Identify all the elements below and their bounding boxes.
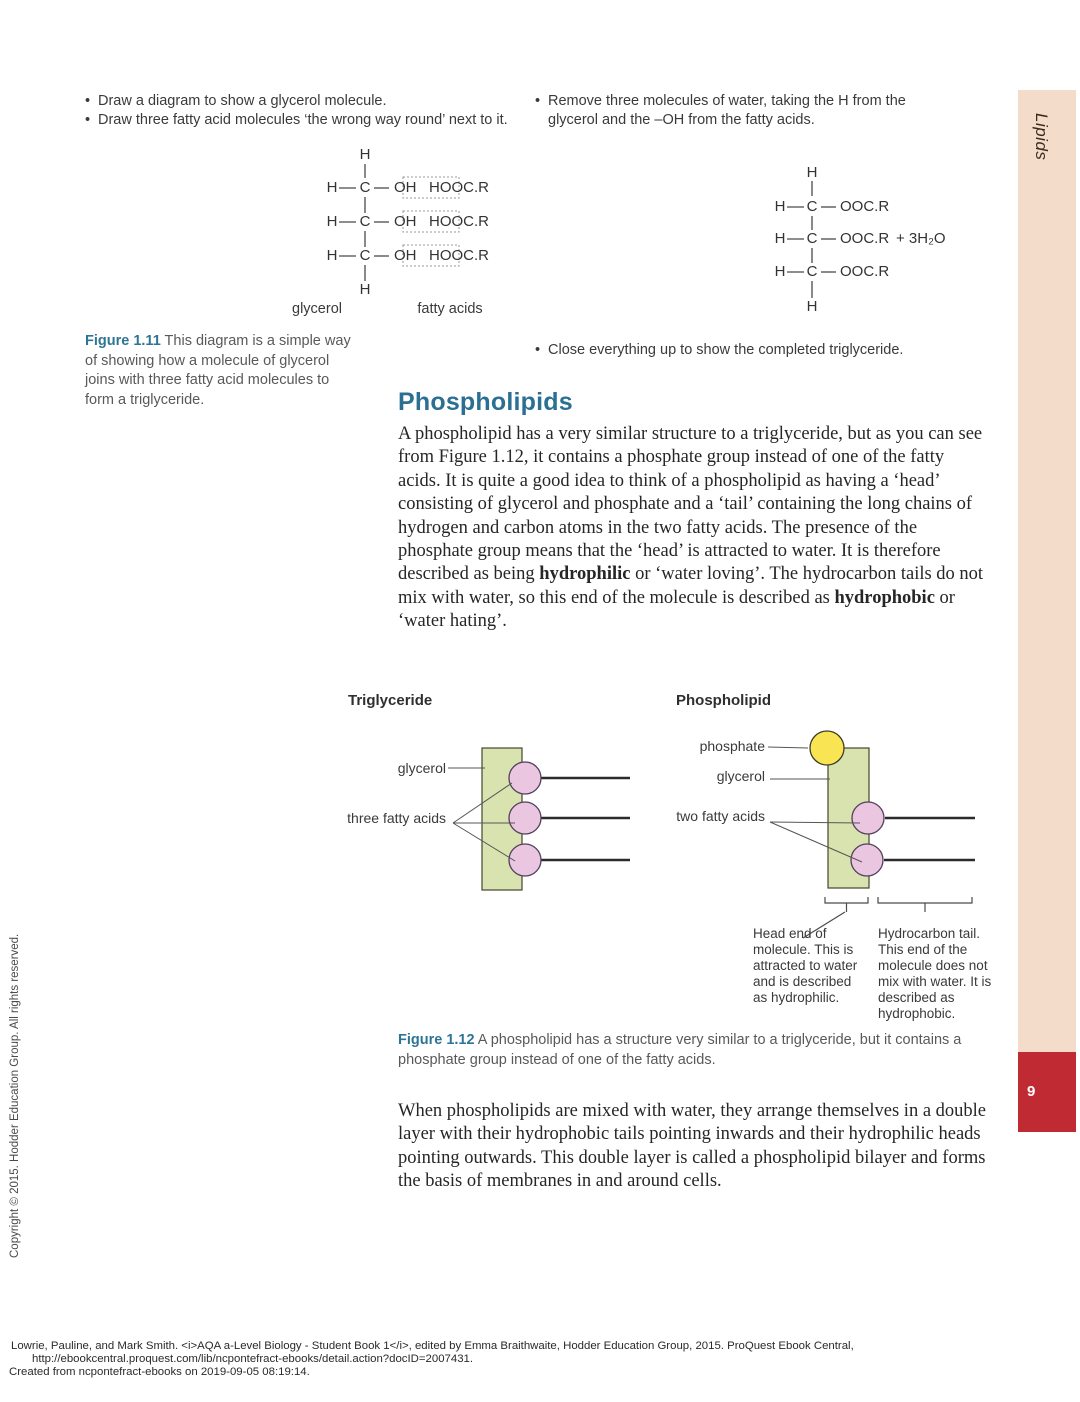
body-paragraph-2: When phospholipids are mixed with water, they arrange themselves in a double layer with their hydrophobic tails pointing inwards and their hydrophilic heads pointing outwards. This double layer is called a phospholipid bilayer and forms the basis of membranes in and around cells.	[398, 1101, 987, 1192]
atom-h: H	[806, 297, 818, 315]
atom-h: H	[326, 246, 338, 264]
body-paragraph-1	[398, 423, 986, 634]
paragraph-text: or ‘water hating’.	[398, 587, 955, 632]
chapter-tab-strip	[1018, 90, 1076, 1052]
citation-line-3: Created from ncpontefract-ebooks on 2019-09-05 08:19:14.	[9, 1366, 310, 1378]
paragraph-text: or ‘water loving’. The hydrocarbon tails do not mix with water, so this end of the molecule is described as	[398, 564, 984, 608]
atom-h: H	[806, 163, 818, 181]
triglyceride-structure	[770, 158, 1020, 328]
hydrocarbon-tail-note: Hydrocarbon tail. This end of the molecule does not mix with water. It is described as hydrophobic.	[878, 926, 992, 1021]
figure-1-12-caption	[398, 1031, 983, 1070]
atom-c: C	[806, 197, 818, 215]
atom-h: H	[774, 197, 786, 215]
atom-c: C	[806, 262, 818, 280]
atom-c: C	[806, 229, 818, 247]
figure-1-11-label: Figure 1.11	[85, 333, 161, 349]
atom-c: C	[359, 212, 371, 230]
copyright-notice: Copyright © 2015. Hodder Education Group. All rights reserved.	[9, 933, 21, 1258]
figure-1-11-text: This diagram is a simple way of showing how a molecule of glycerol joins with three fatty acid molecules to form a triglyceride.	[85, 333, 351, 408]
instruction-list-left	[85, 92, 535, 130]
phospholipid-fatty-acid-tails	[884, 818, 975, 860]
glycerol-label: glycerol	[292, 301, 342, 317]
list-item: • Remove three molecules of water, taking the H from the glycerol and the –OH from the fatty acids.	[535, 92, 950, 130]
glycerol-fatty-acids-structure	[285, 138, 555, 333]
atom-h: H	[326, 178, 338, 196]
keyword-hydrophilic: hydrophilic	[539, 564, 631, 585]
atom-h: H	[774, 262, 786, 280]
group-ooc-r: OOC.R	[840, 262, 890, 280]
phosphate-label: phosphate	[699, 738, 765, 754]
atom-h: H	[359, 145, 371, 163]
list-item: • Draw three fatty acid molecules ‘the wrong way round’ next to it.	[85, 111, 535, 130]
triglyceride-fatty-acid-heads	[509, 762, 541, 876]
figure-1-12-text: A phospholipid has a structure very similar to a triglyceride, but it contains a phosphate group instead of one of the fatty acids.	[398, 1032, 962, 1068]
group-hooc-r: HOOC.R	[429, 178, 489, 196]
group-hooc-r: HOOC.R	[429, 246, 489, 264]
keyword-hydrophobic: hydrophobic	[834, 587, 935, 608]
atom-h: H	[359, 280, 371, 298]
atom-c: C	[359, 178, 371, 196]
atom-h: H	[774, 229, 786, 247]
chapter-tab-label: Lipids	[1032, 113, 1051, 161]
group-ooc-r: OOC.R	[840, 229, 890, 247]
glycerol-label-right: glycerol	[716, 768, 765, 784]
group-oh: OH	[394, 212, 417, 230]
group-ooc-r: OOC.R	[840, 197, 890, 215]
triglyceride-diagram-title: Triglyceride	[348, 692, 433, 709]
list-item: • Draw a diagram to show a glycerol molecule.	[85, 92, 535, 111]
figure-1-12-label: Figure 1.12	[398, 1032, 475, 1048]
glycerol-label-left: glycerol	[397, 760, 446, 776]
group-oh: OH	[394, 246, 417, 264]
group-hooc-r: HOOC.R	[429, 212, 489, 230]
paragraph-text: A phospholipid has a very similar structure to a triglyceride, but as you can see from Figure 1.12, it contains a phosphate group instead of one of the fatty acids. It is quite a good idea to think of a phospholipid as having a ‘head’ consisting of glycerol and phosphate and a ‘tail’ containing the long chains of hydrogen and carbon atoms in the two fatty acids. The presence of the phosphate group means that the ‘head’ is attracted to water. It is therefore described as being	[398, 424, 983, 585]
head-end-note: Head end of molecule. This is attracted to water and is described as hydrophilic.	[753, 926, 858, 1005]
three-fatty-acids-label: three fatty acids	[347, 810, 446, 826]
page-number-box	[1018, 1052, 1076, 1132]
figure-1-11-caption	[85, 332, 353, 410]
plus-three-water: + 3H₂O	[896, 229, 946, 247]
citation-line-1: Lowrie, Pauline, and Mark Smith. <i>AQA a-Level Biology - Student Book 1</i>, edited by Emma Braithwaite, Hodder Education Group, 2015. ProQuest Ebook Central,	[11, 1340, 854, 1352]
section-heading: Phospholipids	[398, 388, 573, 416]
group-oh: OH	[394, 178, 417, 196]
atom-c: C	[359, 246, 371, 264]
citation-line-2: http://ebookcentral.proquest.com/lib/ncpontefract-ebooks/detail.action?docID=2007431.	[32, 1353, 474, 1365]
phosphate-circle	[810, 731, 844, 765]
instruction-close-up	[535, 341, 975, 360]
atom-h: H	[326, 212, 338, 230]
page-number: 9	[1027, 1083, 1036, 1100]
instruction-list-right	[535, 92, 950, 130]
fatty-acids-label: fatty acids	[417, 301, 483, 317]
triglyceride-fatty-acid-tails	[541, 778, 630, 860]
two-fatty-acids-label: two fatty acids	[676, 808, 765, 824]
list-item: • Close everything up to show the completed triglyceride.	[535, 341, 975, 360]
phospholipid-diagram-title: Phospholipid	[676, 692, 771, 709]
